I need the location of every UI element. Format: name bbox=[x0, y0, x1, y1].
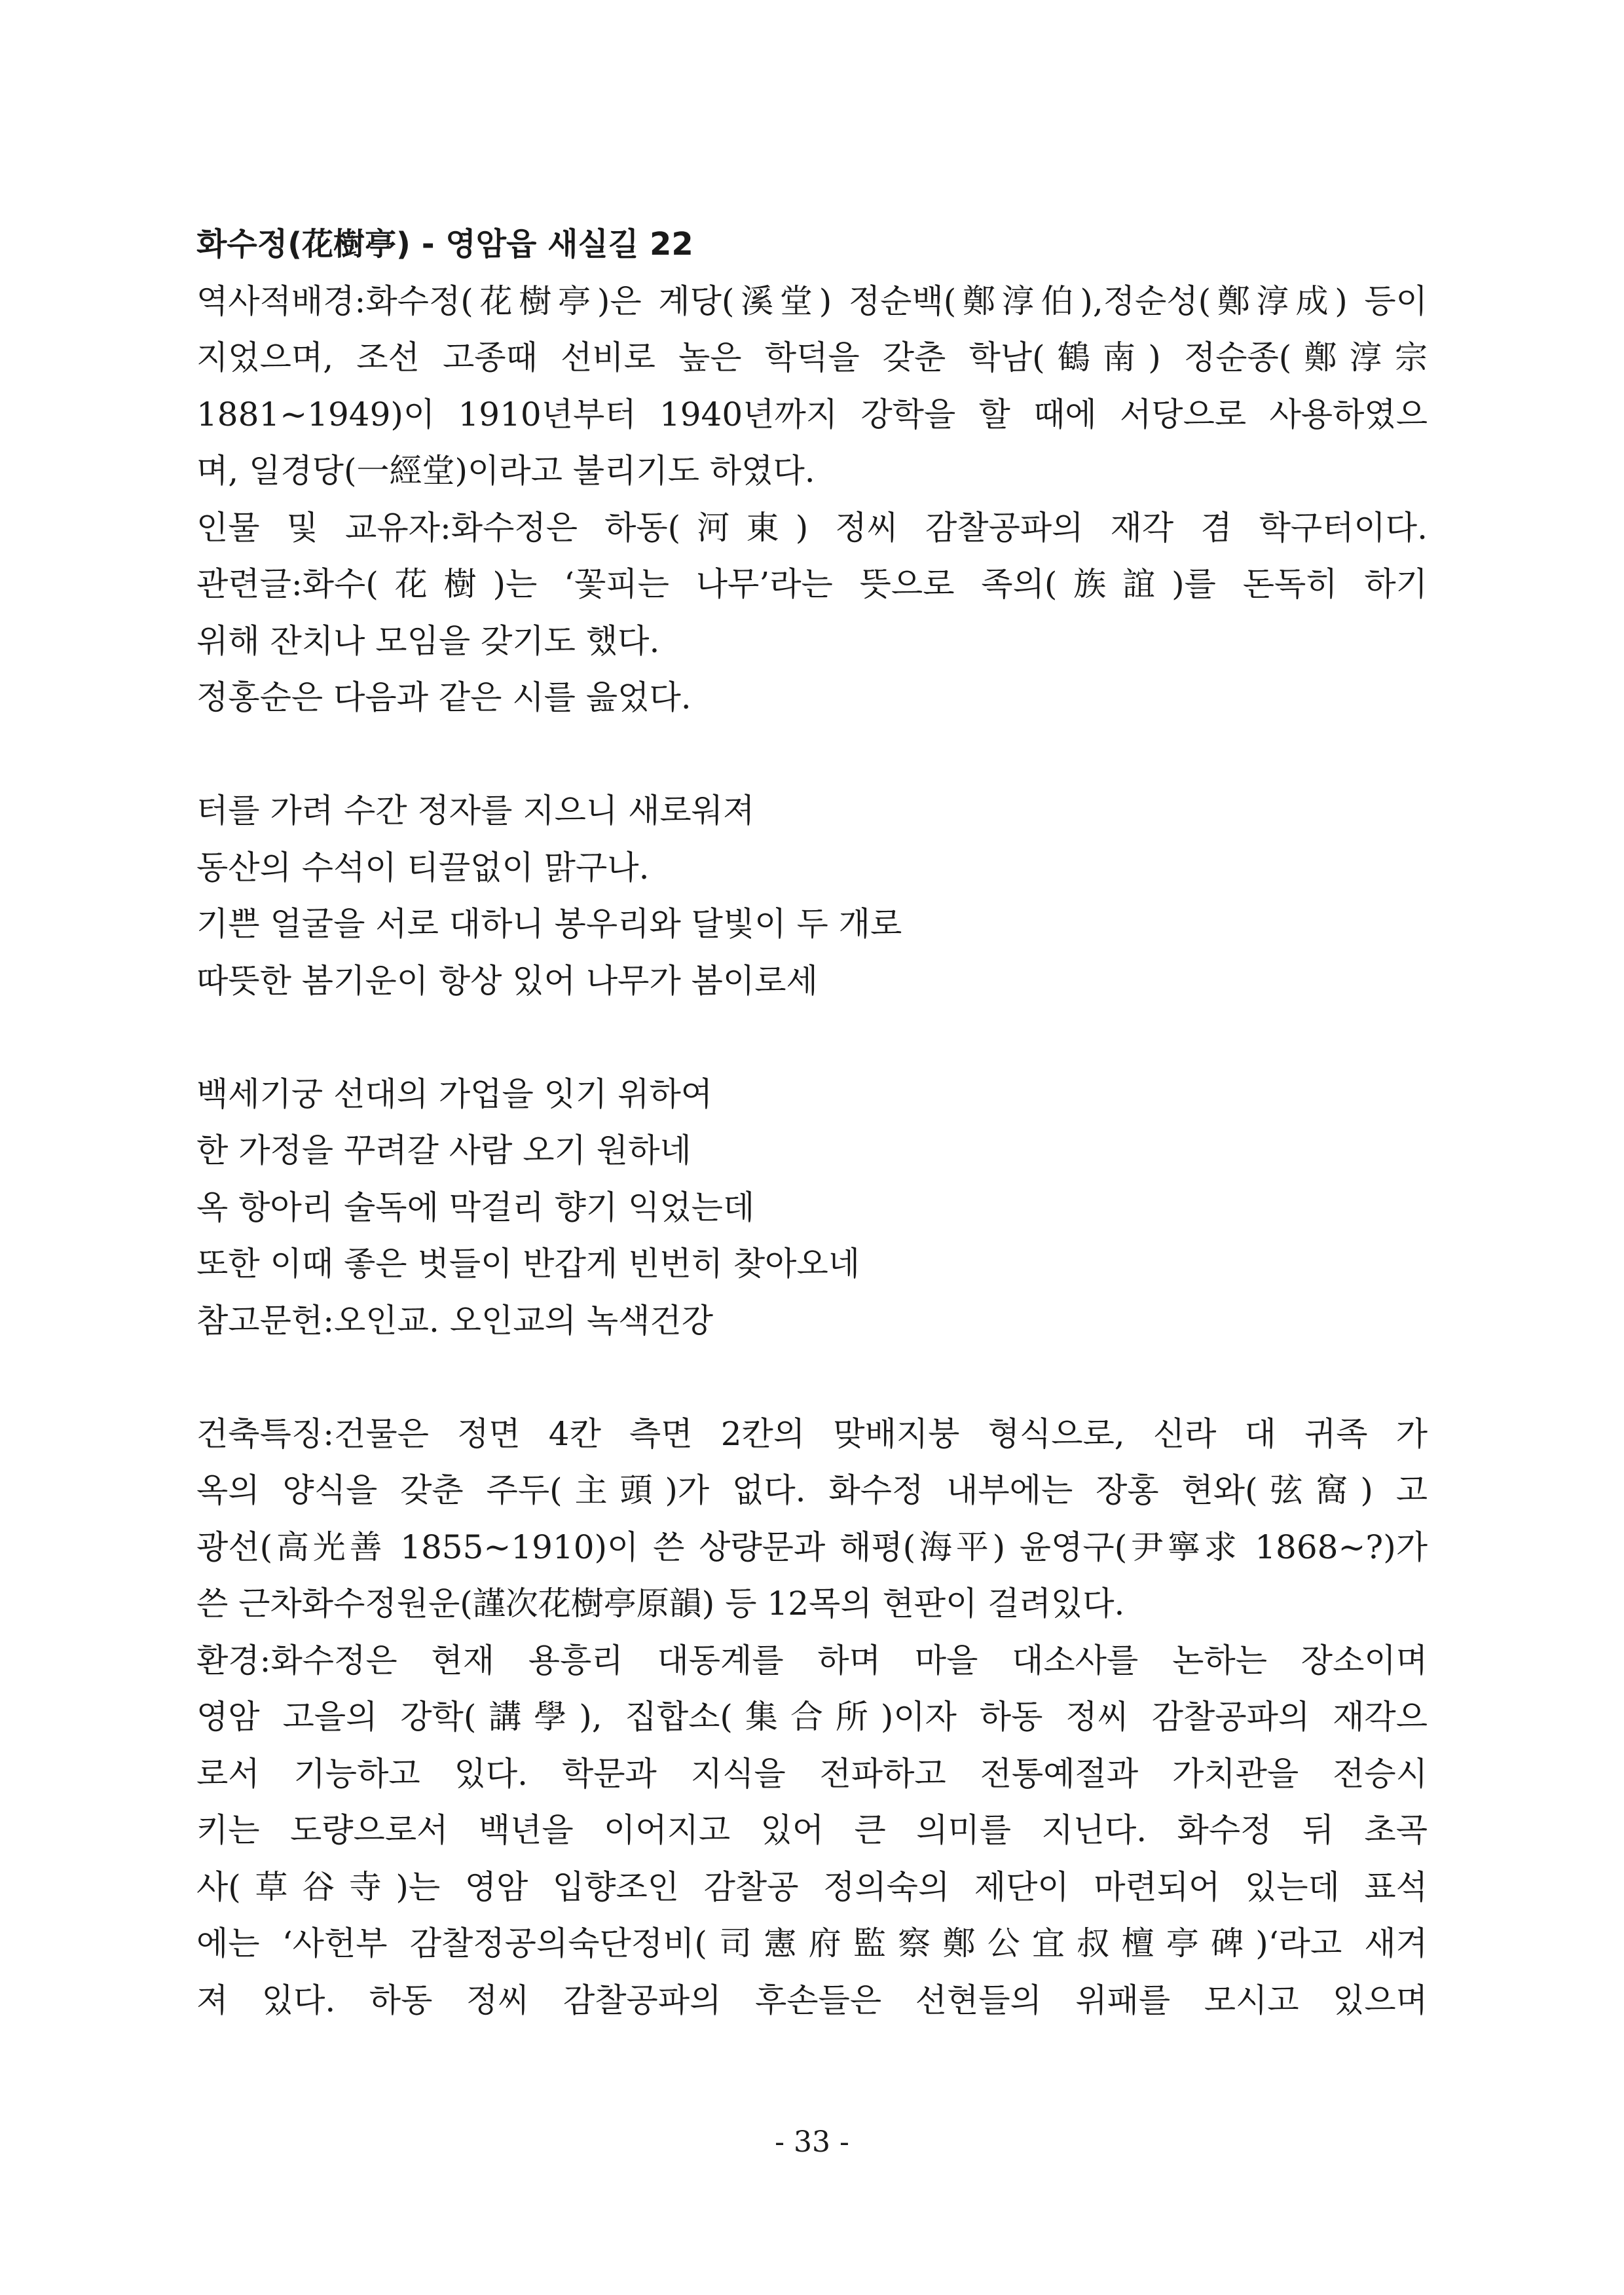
people-paragraph: 인물 및 교유자:화수정은 하동(河東) 정씨 감찰공파의 재각 겸 학구터이다. bbox=[196, 508, 1428, 547]
architecture-line-2: 옥의 양식을 갖춘 주두(主頭)가 없다. 화수정 내부에는 장홍 현와(弦窩) 고 bbox=[196, 1471, 1428, 1509]
architecture-line-3: 광선(高光善 1855~1910)이 쓴 상량문과 해평(海平) 윤영구(尹寧求 1868~?)가 bbox=[196, 1528, 1428, 1566]
reference-line: 참고문헌:오인교. 오인교의 녹색건강 bbox=[196, 1301, 714, 1340]
environment-line-1: 환경:화수정은 현재 용흥리 대동계를 하며 마을 대소사를 논하는 장소이며 bbox=[196, 1641, 1428, 1680]
poem-line: 따뜻한 봄기운이 항상 있어 나무가 봄이로세 bbox=[196, 961, 818, 1000]
document-title: 화수정(花樹亭) - 영암읍 새실길 22 bbox=[196, 226, 693, 263]
history-line-3: 1881~1949)이 1910년부터 1940년까지 강학을 할 때에 서당으로 사용하였으 bbox=[196, 395, 1428, 433]
related-line-1: 관련글:화수(花樹)는 ‘꽃피는 나무’라는 뜻으로 족의(族誼)를 돈독히 하기 bbox=[196, 565, 1428, 603]
spacer bbox=[196, 726, 1428, 783]
related-line-2: 위해 잔치나 모임을 갖기도 했다. bbox=[196, 621, 660, 660]
page-number: - 33 - bbox=[775, 2125, 849, 2159]
environment-line-2: 영암 고을의 강학(講學), 집합소(集合所)이자 하동 정씨 감찰공파의 재각으 bbox=[196, 1698, 1428, 1736]
architecture-line-4: 쓴 근차화수정원운(謹次花樹亭原韻) 등 12목의 현판이 걸려있다. bbox=[196, 1585, 1125, 1623]
spacer bbox=[196, 1349, 1428, 1406]
poem-line: 기쁜 얼굴을 서로 대하니 봉우리와 달빛이 두 개로 bbox=[196, 905, 902, 943]
spacer bbox=[196, 1009, 1428, 1066]
poem-line: 동산의 수석이 티끌없이 맑구나. bbox=[196, 848, 650, 887]
history-line-4: 며, 일경당(一經堂)이라고 불리기도 하였다. bbox=[196, 452, 815, 490]
related-line-3: 정홍순은 다음과 같은 시를 읊었다. bbox=[196, 678, 692, 716]
history-line-2: 지었으며, 조선 고종때 선비로 높은 학덕을 갖춘 학남(鶴南) 정순종(鄭淳宗 bbox=[196, 339, 1428, 376]
poem-line: 터를 가려 수간 정자를 지으니 새로워져 bbox=[196, 792, 755, 830]
environment-line-7: 져 있다. 하동 정씨 감찰공파의 후손들은 선현들의 위패를 모시고 있으며 bbox=[196, 1981, 1428, 2019]
environment-line-4: 키는 도량으로서 백년을 이어지고 있어 큰 의미를 지닌다. 화수정 뒤 초곡 bbox=[196, 1811, 1428, 1849]
document-body bbox=[196, 216, 1428, 2029]
poem-line: 또한 이때 좋은 벗들이 반갑게 빈번히 찾아오네 bbox=[196, 1245, 860, 1283]
poem-line: 백세기궁 선대의 가업을 잇기 위하여 bbox=[196, 1074, 713, 1113]
architecture-line-1: 건축특징:건물은 정면 4칸 측면 2칸의 맞배지붕 형식으로, 신라 대 귀족 가 bbox=[196, 1414, 1428, 1453]
environment-line-3: 로서 기능하고 있다. 학문과 지식을 전파하고 전통예절과 가치관을 전승시 bbox=[196, 1754, 1428, 1793]
history-line-1: 역사적배경:화수정(花樹亭)은 계당(溪堂) 정순백(鄭淳伯),정순성(鄭淳成) 등이 bbox=[196, 282, 1428, 320]
environment-line-6: 에는 ‘사헌부 감찰정공의숙단정비(司憲府監察鄭公宜叔檀亭碑)‘라고 새겨 bbox=[196, 1924, 1428, 1962]
poem-line: 옥 항아리 술독에 막걸리 향기 익었는데 bbox=[196, 1188, 755, 1226]
environment-line-5: 사(草谷寺)는 영암 입향조인 감찰공 정의숙의 제단이 마련되어 있는데 표석 bbox=[196, 1867, 1428, 1906]
poem-line: 한 가정을 꾸려갈 사람 오기 원하네 bbox=[196, 1131, 692, 1169]
